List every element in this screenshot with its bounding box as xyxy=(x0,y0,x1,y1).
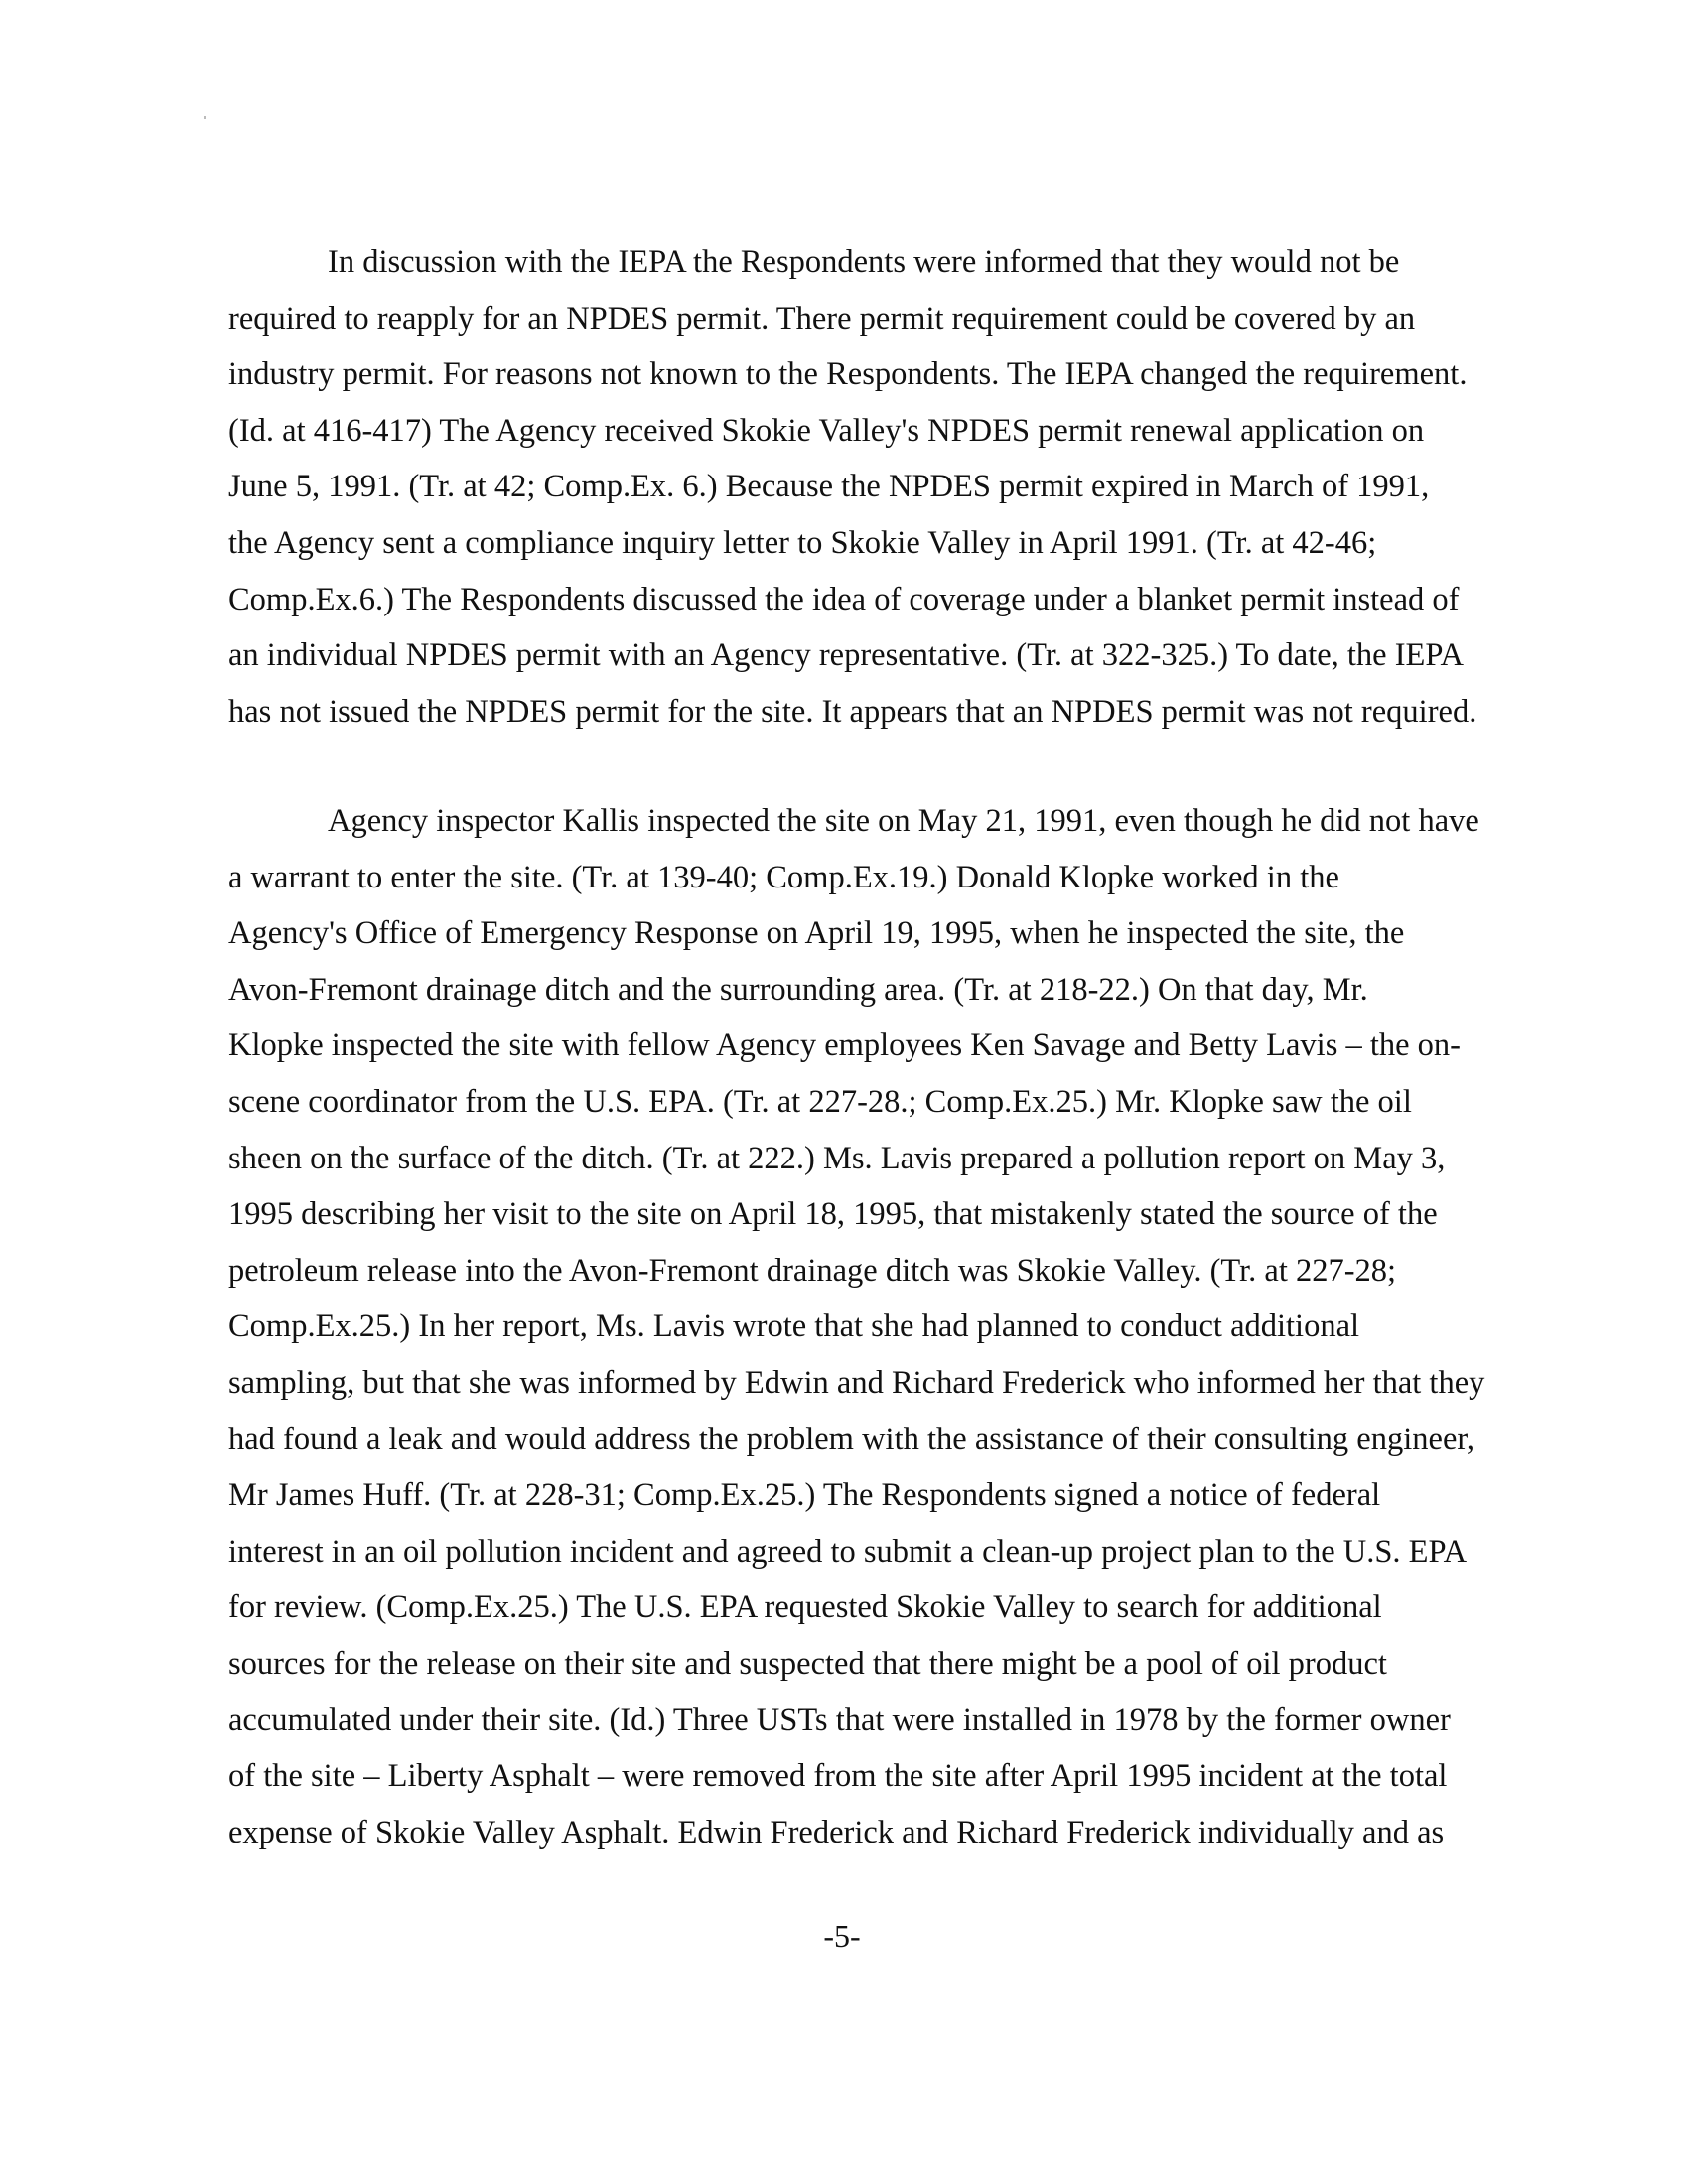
text-line: has not issued the NPDES permit for the site. It appears that an NPDES permit was not required. xyxy=(228,693,1477,730)
text-line: 1995 describing her visit to the site on April 18, 1995, that mistakenly stated the source of the xyxy=(228,1196,1438,1233)
page-number: -5- xyxy=(823,1918,861,1954)
text-line: the Agency sent a compliance inquiry letter to Skokie Valley in April 1991. (Tr. at 42-46; xyxy=(228,524,1377,561)
text-line: expense of Skokie Valley Asphalt. Edwin Frederick and Richard Frederick individually and as xyxy=(228,1814,1445,1850)
text-line: Comp.Ex.25.) In her report, Ms. Lavis wrote that she had planned to conduct additional xyxy=(228,1308,1360,1345)
text-line: industry permit. For reasons not known to the Respondents. The IEPA changed the requirement. xyxy=(228,356,1468,393)
text-line: accumulated under their site. (Id.) Three USTs that were installed in 1978 by the former owner xyxy=(228,1702,1451,1738)
text-line: had found a leak and would address the problem with the assistance of their consulting engineer, xyxy=(228,1421,1475,1457)
text-line: sources for the release on their site and suspected that there might be a pool of oil product xyxy=(228,1645,1387,1682)
text-line: Agency inspector Kallis inspected the site on May 21, 1991, even though he did not have xyxy=(328,803,1479,839)
text-line: Avon-Fremont drainage ditch and the surrounding area. (Tr. at 218-22.) On that day, Mr. xyxy=(228,971,1368,1008)
text-line: an individual NPDES permit with an Agency representative. (Tr. at 322-325.) To date, the IEPA xyxy=(228,637,1464,674)
text-line: of the site – Liberty Asphalt – were removed from the site after April 1995 incident at the total xyxy=(228,1758,1448,1795)
text-line: a warrant to enter the site. (Tr. at 139-40; Comp.Ex.19.) Donald Klopke worked in the xyxy=(228,859,1339,895)
scan-speck xyxy=(204,116,206,119)
text-line: In discussion with the IEPA the Respondents were informed that they would not be xyxy=(328,244,1400,280)
text-line: Mr James Huff. (Tr. at 228-31; Comp.Ex.25.) The Respondents signed a notice of federal xyxy=(228,1477,1381,1514)
text-line: (Id. at 416-417) The Agency received Skokie Valley's NPDES permit renewal application on xyxy=(228,412,1425,449)
paragraph-site-inspection xyxy=(228,793,1499,1860)
text-line: sheen on the surface of the ditch. (Tr. at 222.) Ms. Lavis prepared a pollution report on May 3, xyxy=(228,1140,1446,1176)
text-line: Comp.Ex.6.) The Respondents discussed the idea of coverage under a blanket permit instead of xyxy=(228,581,1460,617)
paragraph-npdes-permit xyxy=(228,234,1499,740)
text-line: interest in an oil pollution incident and agreed to submit a clean-up project plan to the U.S. EPA xyxy=(228,1533,1468,1570)
text-line: June 5, 1991. (Tr. at 42; Comp.Ex. 6.) Because the NPDES permit expired in March of 1991, xyxy=(228,469,1430,505)
text-line: petroleum release into the Avon-Fremont drainage ditch was Skokie Valley. (Tr. at 227-28; xyxy=(228,1252,1397,1289)
text-line: for review. (Comp.Ex.25.) The U.S. EPA requested Skokie Valley to search for additional xyxy=(228,1589,1382,1626)
text-line: sampling, but that she was informed by Edwin and Richard Frederick who informed her that they xyxy=(228,1364,1485,1401)
text-line: required to reapply for an NPDES permit. There permit requirement could be covered by an xyxy=(228,300,1416,337)
text-line: Klopke inspected the site with fellow Agency employees Ken Savage and Betty Lavis – the on- xyxy=(228,1027,1461,1064)
text-line: Agency's Office of Emergency Response on April 19, 1995, when he inspected the site, the xyxy=(228,915,1405,952)
text-line: scene coordinator from the U.S. EPA. (Tr. at 227-28.; Comp.Ex.25.) Mr. Klopke saw the oil xyxy=(228,1083,1412,1120)
